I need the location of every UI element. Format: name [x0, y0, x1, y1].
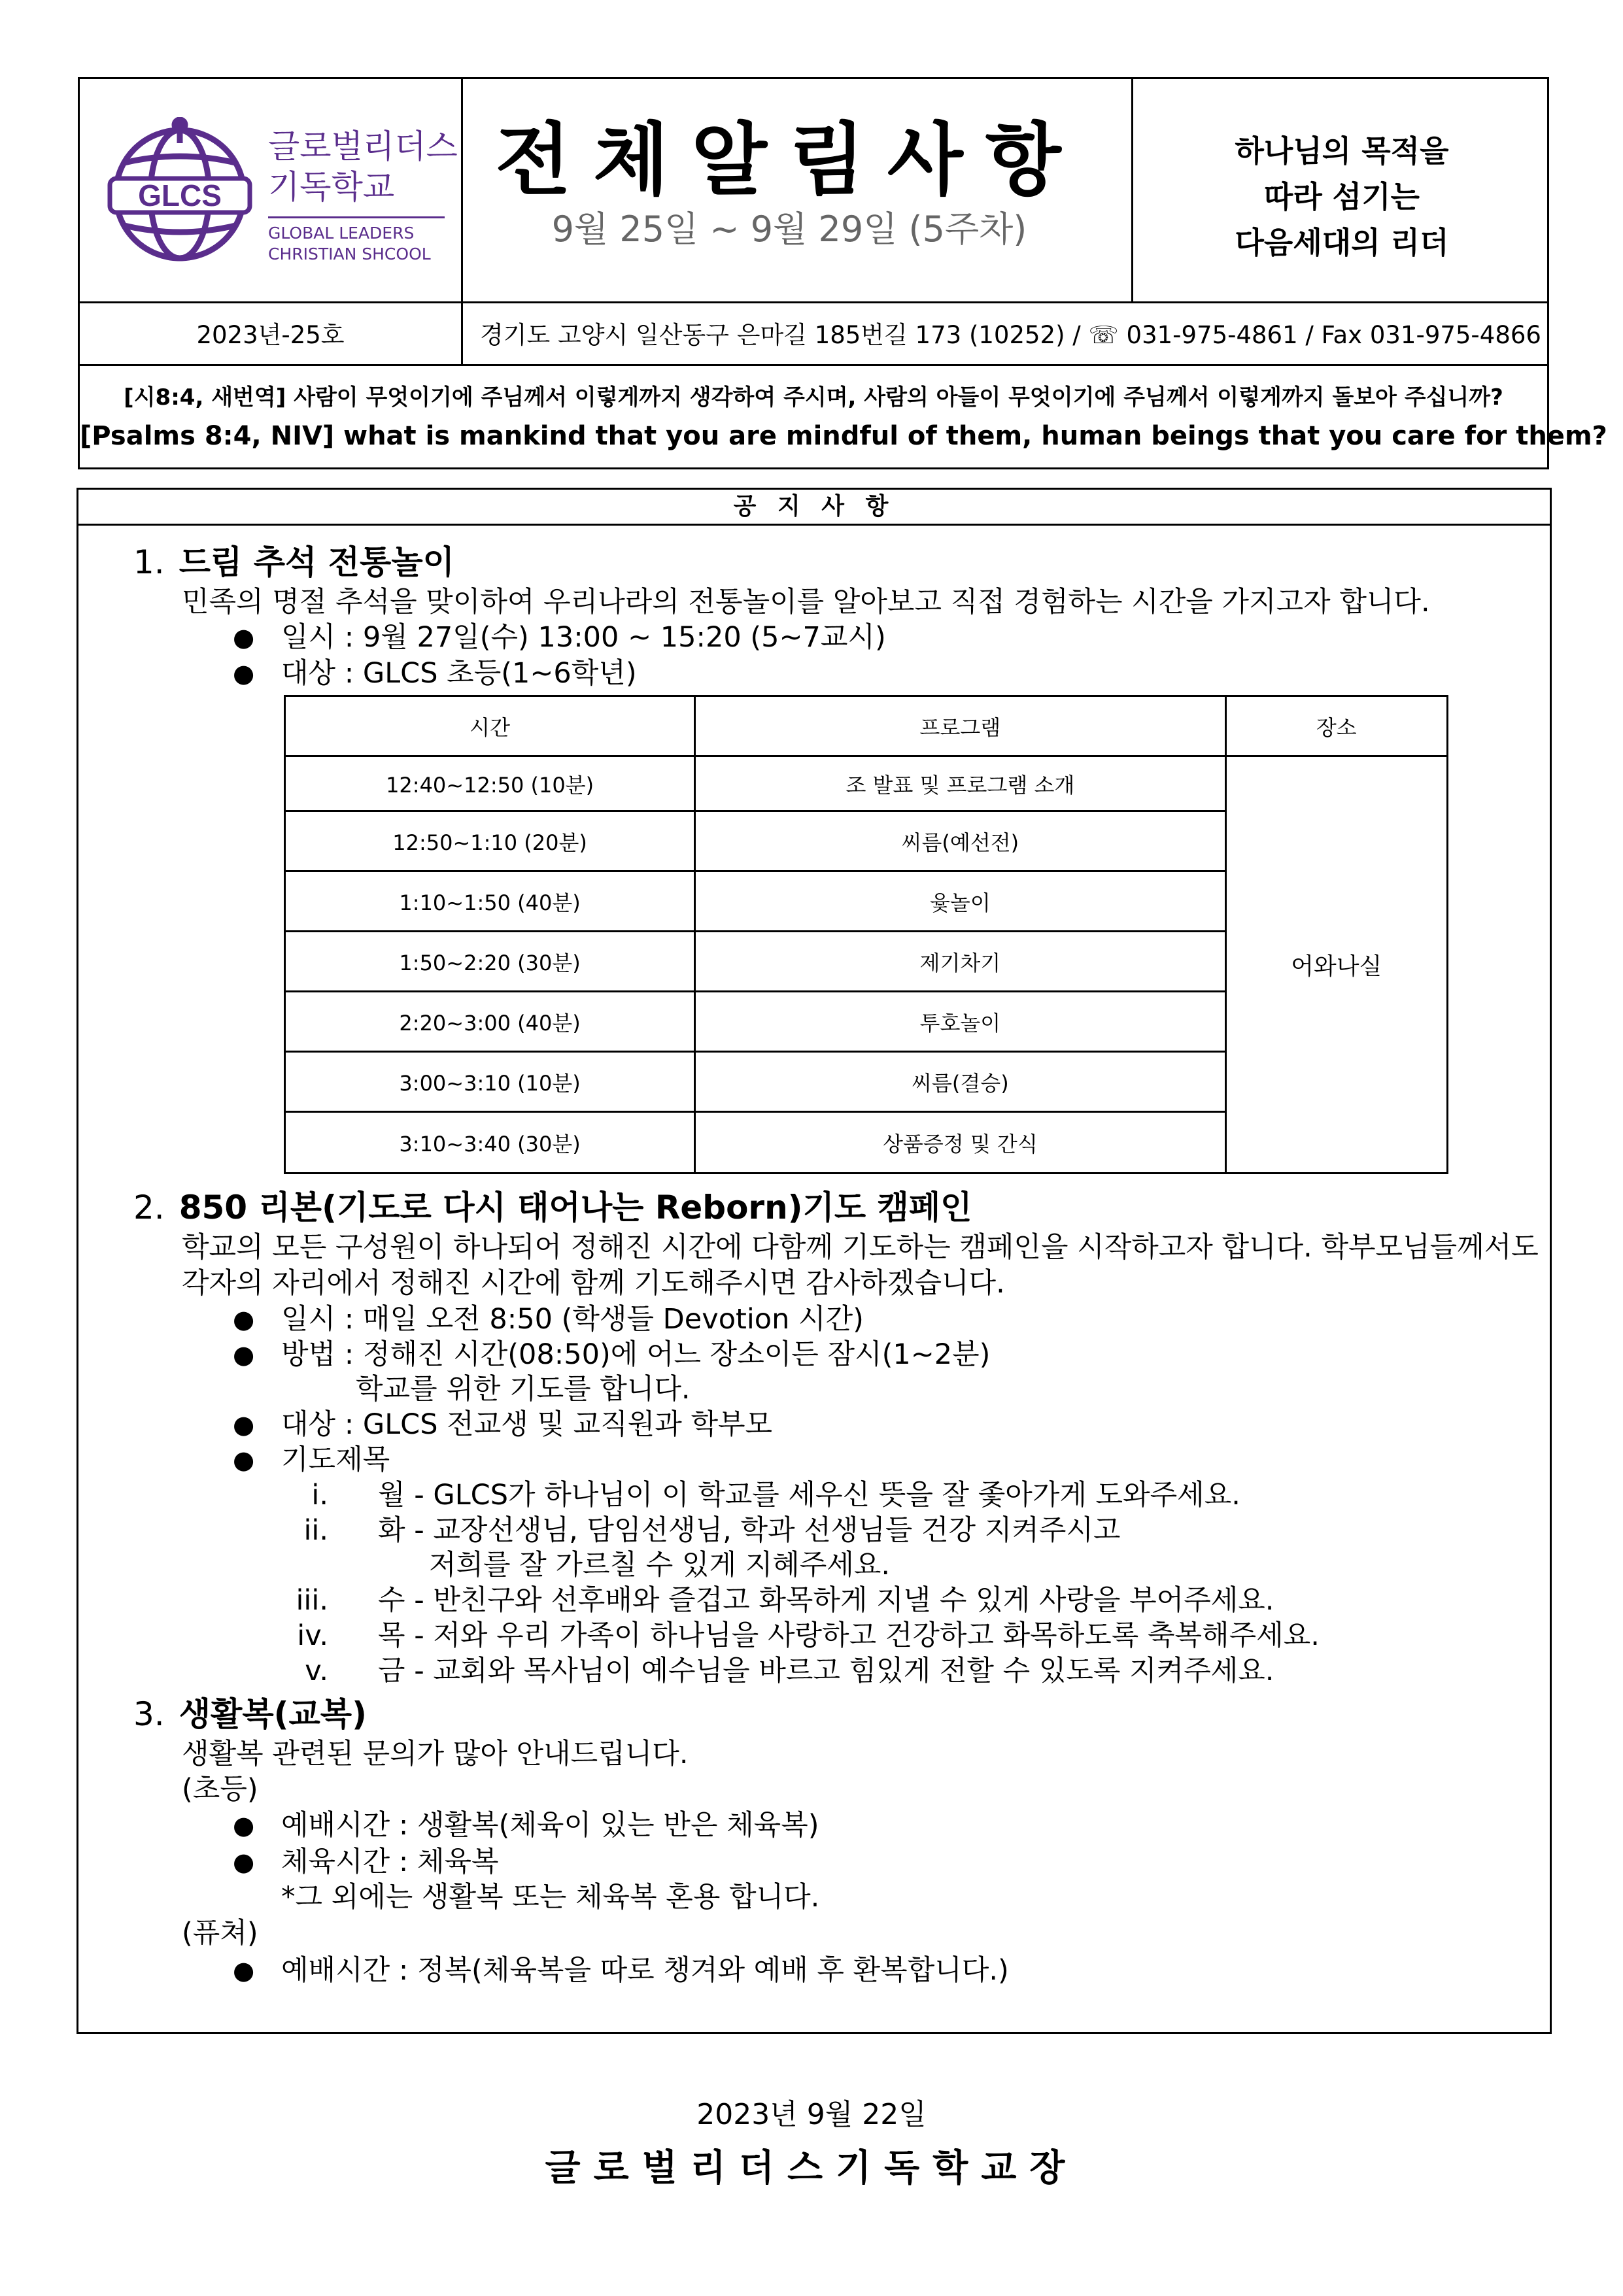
table-cell-program: 조 발표 및 프로그램 소개 [695, 756, 1225, 811]
list-marker: ii. [303, 1514, 328, 1547]
notice-title: 850 리본(기도로 다시 태어나는 Reborn)기도 캠페인 [179, 1189, 972, 1226]
table-cell-program: 상품증정 및 간식 [695, 1112, 1225, 1173]
motto-line: 다음세대의 리더 [1235, 225, 1449, 260]
notice-heading [133, 1693, 367, 1735]
list-marker: iii. [296, 1584, 328, 1617]
divider [461, 301, 463, 364]
letterhead [78, 77, 1607, 469]
prayer-item: 금 - 교회와 목사님이 예수님을 바르고 힘있게 전할 수 있도록 지켜주세요. [378, 1655, 1274, 1687]
table-header-cell: 프로그램 [695, 696, 1225, 756]
bullet-icon: ● [233, 1848, 255, 1876]
bullet-icon: ● [233, 1445, 255, 1474]
school-logo-icon [105, 117, 255, 267]
table-header-cell: 장소 [1225, 696, 1447, 756]
table-cell-program: 투호놀이 [695, 992, 1225, 1052]
page-title: 전체알림사항 [495, 115, 1084, 206]
school-address: 경기도 고양시 일산동구 은마길 185번길 173 (10252) / ☏ 031-975-4861 / Fax 031-975-4866 [480, 321, 1541, 349]
logo-rule [268, 216, 445, 218]
list-marker: iv. [297, 1619, 328, 1652]
prayer-item: 화 - 교장선생님, 담임선생님, 학과 선생님들 건강 지켜주시고 [378, 1514, 1121, 1547]
bullet-text: 학교를 위한 기도를 합니다. [356, 1373, 691, 1406]
notice-body: 민족의 명절 추석을 맞이하여 우리나라의 전통놀이를 알아보고 직접 경험하는 시간을 가지고자 합니다. [182, 586, 1430, 618]
bullet-icon: ● [233, 659, 255, 688]
prayer-item: 목 - 저와 우리 가족이 하나님을 사랑하고 건강하고 화목하도록 축복해주세요. [378, 1619, 1320, 1652]
notice-title: 드림 추석 전통놀이 [179, 543, 454, 581]
table-row [285, 756, 1448, 811]
divider [80, 364, 1547, 366]
logo-name-ko: 글로벌리더스 [268, 127, 458, 165]
section-label: (퓨쳐) [182, 1917, 258, 1950]
logo-name-ko: 기독학교 [268, 168, 395, 206]
bullet-text: 예배시간 : 정복(체육복을 따로 챙겨와 예배 후 환복합니다.) [281, 1954, 1009, 1987]
schedule-table [284, 695, 1448, 1174]
table-cell-program: 씨름(결승) [695, 1052, 1225, 1112]
notice-heading [133, 541, 454, 583]
bullet-icon: ● [233, 1410, 255, 1439]
logo-name-en: GLOBAL LEADERS [268, 224, 415, 243]
page-subtitle: 9월 25일 ~ 9월 29일 (5주차) [551, 209, 1027, 250]
bullet-icon: ● [233, 1811, 255, 1840]
table-cell-time: 1:50~2:20 (30분) [285, 932, 695, 992]
notice-heading [133, 1187, 972, 1228]
table-cell-time: 3:00~3:10 (10분) [285, 1052, 695, 1112]
bullet-icon: ● [233, 1305, 255, 1334]
issue-date: 2023년 9월 22일 [696, 2098, 927, 2131]
table-cell-time: 2:20~3:00 (40분) [285, 992, 695, 1052]
issue-number: 2023년-25호 [196, 321, 345, 349]
motto-line: 따라 섬기는 [1263, 179, 1420, 214]
notice-body: 각자의 자리에서 정해진 시간에 함께 기도해주시면 감사하겠습니다. [182, 1267, 1005, 1300]
table-cell-time: 3:10~3:40 (30분) [285, 1112, 695, 1173]
bullet-text: 대상 : GLCS 전교생 및 교직원과 학부모 [281, 1408, 773, 1441]
section-label: (초등) [182, 1773, 258, 1806]
bullet-icon: ● [233, 1956, 255, 1985]
note-text: *그 외에는 생활복 또는 체육복 혼용 합니다. [281, 1881, 820, 1914]
notice-caption: 공 지 사 항 [78, 490, 1550, 526]
notice-number: 2. [133, 1189, 165, 1226]
notice-body: 학교의 모든 구성원이 하나되어 정해진 시간에 다함께 기도하는 캠페인을 시작하고자 합니다. 학부모님들께서도 [182, 1231, 1539, 1264]
bullet-icon: ● [233, 623, 255, 652]
table-cell-time: 12:40~12:50 (10분) [285, 756, 695, 811]
table-cell-place: 어와나실 [1225, 756, 1447, 1173]
notice-body: 생활복 관련된 문의가 많아 안내드립니다. [182, 1738, 689, 1770]
motto-line: 하나님의 목적을 [1235, 133, 1449, 169]
logo-name-en: CHRISTIAN SHCOOL [268, 245, 431, 263]
list-marker: v. [305, 1655, 328, 1687]
logo-badge: GLCS [138, 178, 222, 212]
bullet-text: 일시 : 9월 27일(수) 13:00 ~ 15:20 (5~7교시) [281, 621, 886, 654]
bible-verse-ko: [시8:4, 새번역] 사람이 무엇이기에 주님께서 이렇게까지 생각하여 주시며, 사람의 아들이 무엇이기에 주님께서 이렇게까지 돌보아 주십니까? [124, 384, 1503, 411]
prayer-item: 수 - 반친구와 선후배와 즐겁고 화목하게 지낼 수 있게 사랑을 부어주세요. [378, 1584, 1274, 1617]
bible-verse-en: [Psalms 8:4, NIV] what is mankind that you are mindful of them, human beings that you care for them? [80, 421, 1607, 451]
bullet-text: 체육시간 : 체육복 [281, 1846, 499, 1878]
signature: 글로벌리더스기독학교장 [545, 2147, 1078, 2189]
notice-title: 생활복(교복) [179, 1695, 367, 1733]
prayer-item: 월 - GLCS가 하나님이 이 학교를 세우신 뜻을 잘 좇아가게 도와주세요. [378, 1479, 1240, 1511]
bullet-text: 대상 : GLCS 초등(1~6학년) [281, 657, 637, 690]
notice-number: 3. [133, 1695, 165, 1733]
table-cell-time: 1:10~1:50 (40분) [285, 871, 695, 932]
bullet-icon: ● [233, 1340, 255, 1369]
table-header-cell: 시간 [285, 696, 695, 756]
bullet-text: 예배시간 : 생활복(체육이 있는 반은 체육복) [281, 1809, 819, 1842]
list-marker: i. [311, 1479, 328, 1511]
prayer-item: 저희를 잘 가르칠 수 있게 지혜주세요. [429, 1549, 891, 1581]
bullet-text: 기도제목 [281, 1443, 390, 1476]
table-cell-time: 12:50~1:10 (20분) [285, 811, 695, 871]
table-cell-program: 씨름(예선전) [695, 811, 1225, 871]
table-cell-program: 제기차기 [695, 932, 1225, 992]
notice-number: 1. [133, 543, 165, 581]
bullet-text: 일시 : 매일 오전 8:50 (학생들 Devotion 시간) [281, 1303, 864, 1336]
table-header-row [285, 696, 1448, 756]
table-cell-program: 윷놀이 [695, 871, 1225, 932]
bullet-text: 방법 : 정해진 시간(08:50)에 어느 장소이든 잠시(1~2분) [281, 1338, 991, 1371]
